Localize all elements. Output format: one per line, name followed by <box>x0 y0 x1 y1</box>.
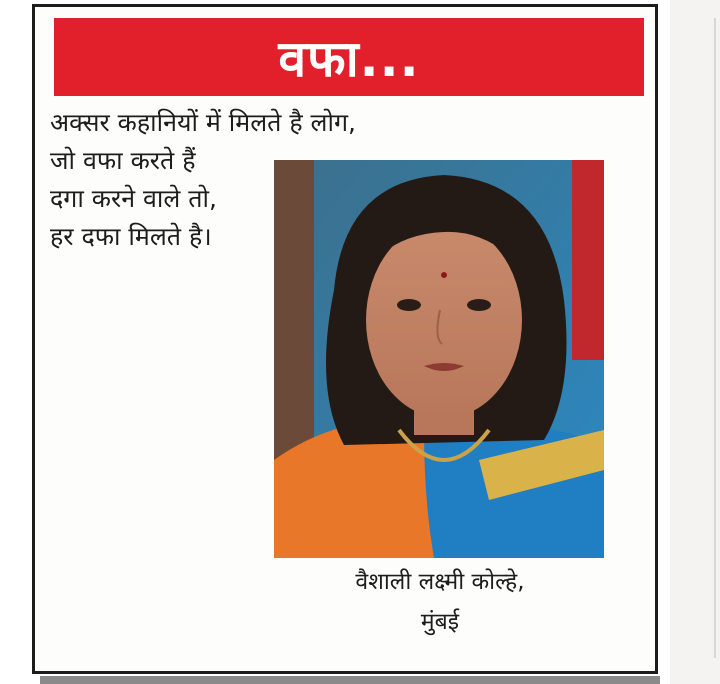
poem-line-4: हर दफा मिलते है। <box>50 222 212 251</box>
poem-line-3: दगा करने वाले तो, <box>50 184 217 213</box>
author-photo <box>274 160 604 558</box>
author-credit <box>300 562 580 642</box>
adjacent-page-strip <box>670 0 720 684</box>
portrait-illustration <box>274 160 604 558</box>
author-name: वैशाली लक्ष्मी कोल्हे, <box>355 569 525 595</box>
author-city: मुंबई <box>420 609 460 635</box>
title-banner <box>54 18 644 96</box>
poem-line-1: अक्सर कहानियों में मिलते है लोग, <box>50 108 357 137</box>
column-rule <box>714 18 716 658</box>
next-article-edge <box>40 676 660 684</box>
poem-line-2: जो वफा करते हैं <box>50 146 196 175</box>
article-title: वफा... <box>278 30 420 88</box>
